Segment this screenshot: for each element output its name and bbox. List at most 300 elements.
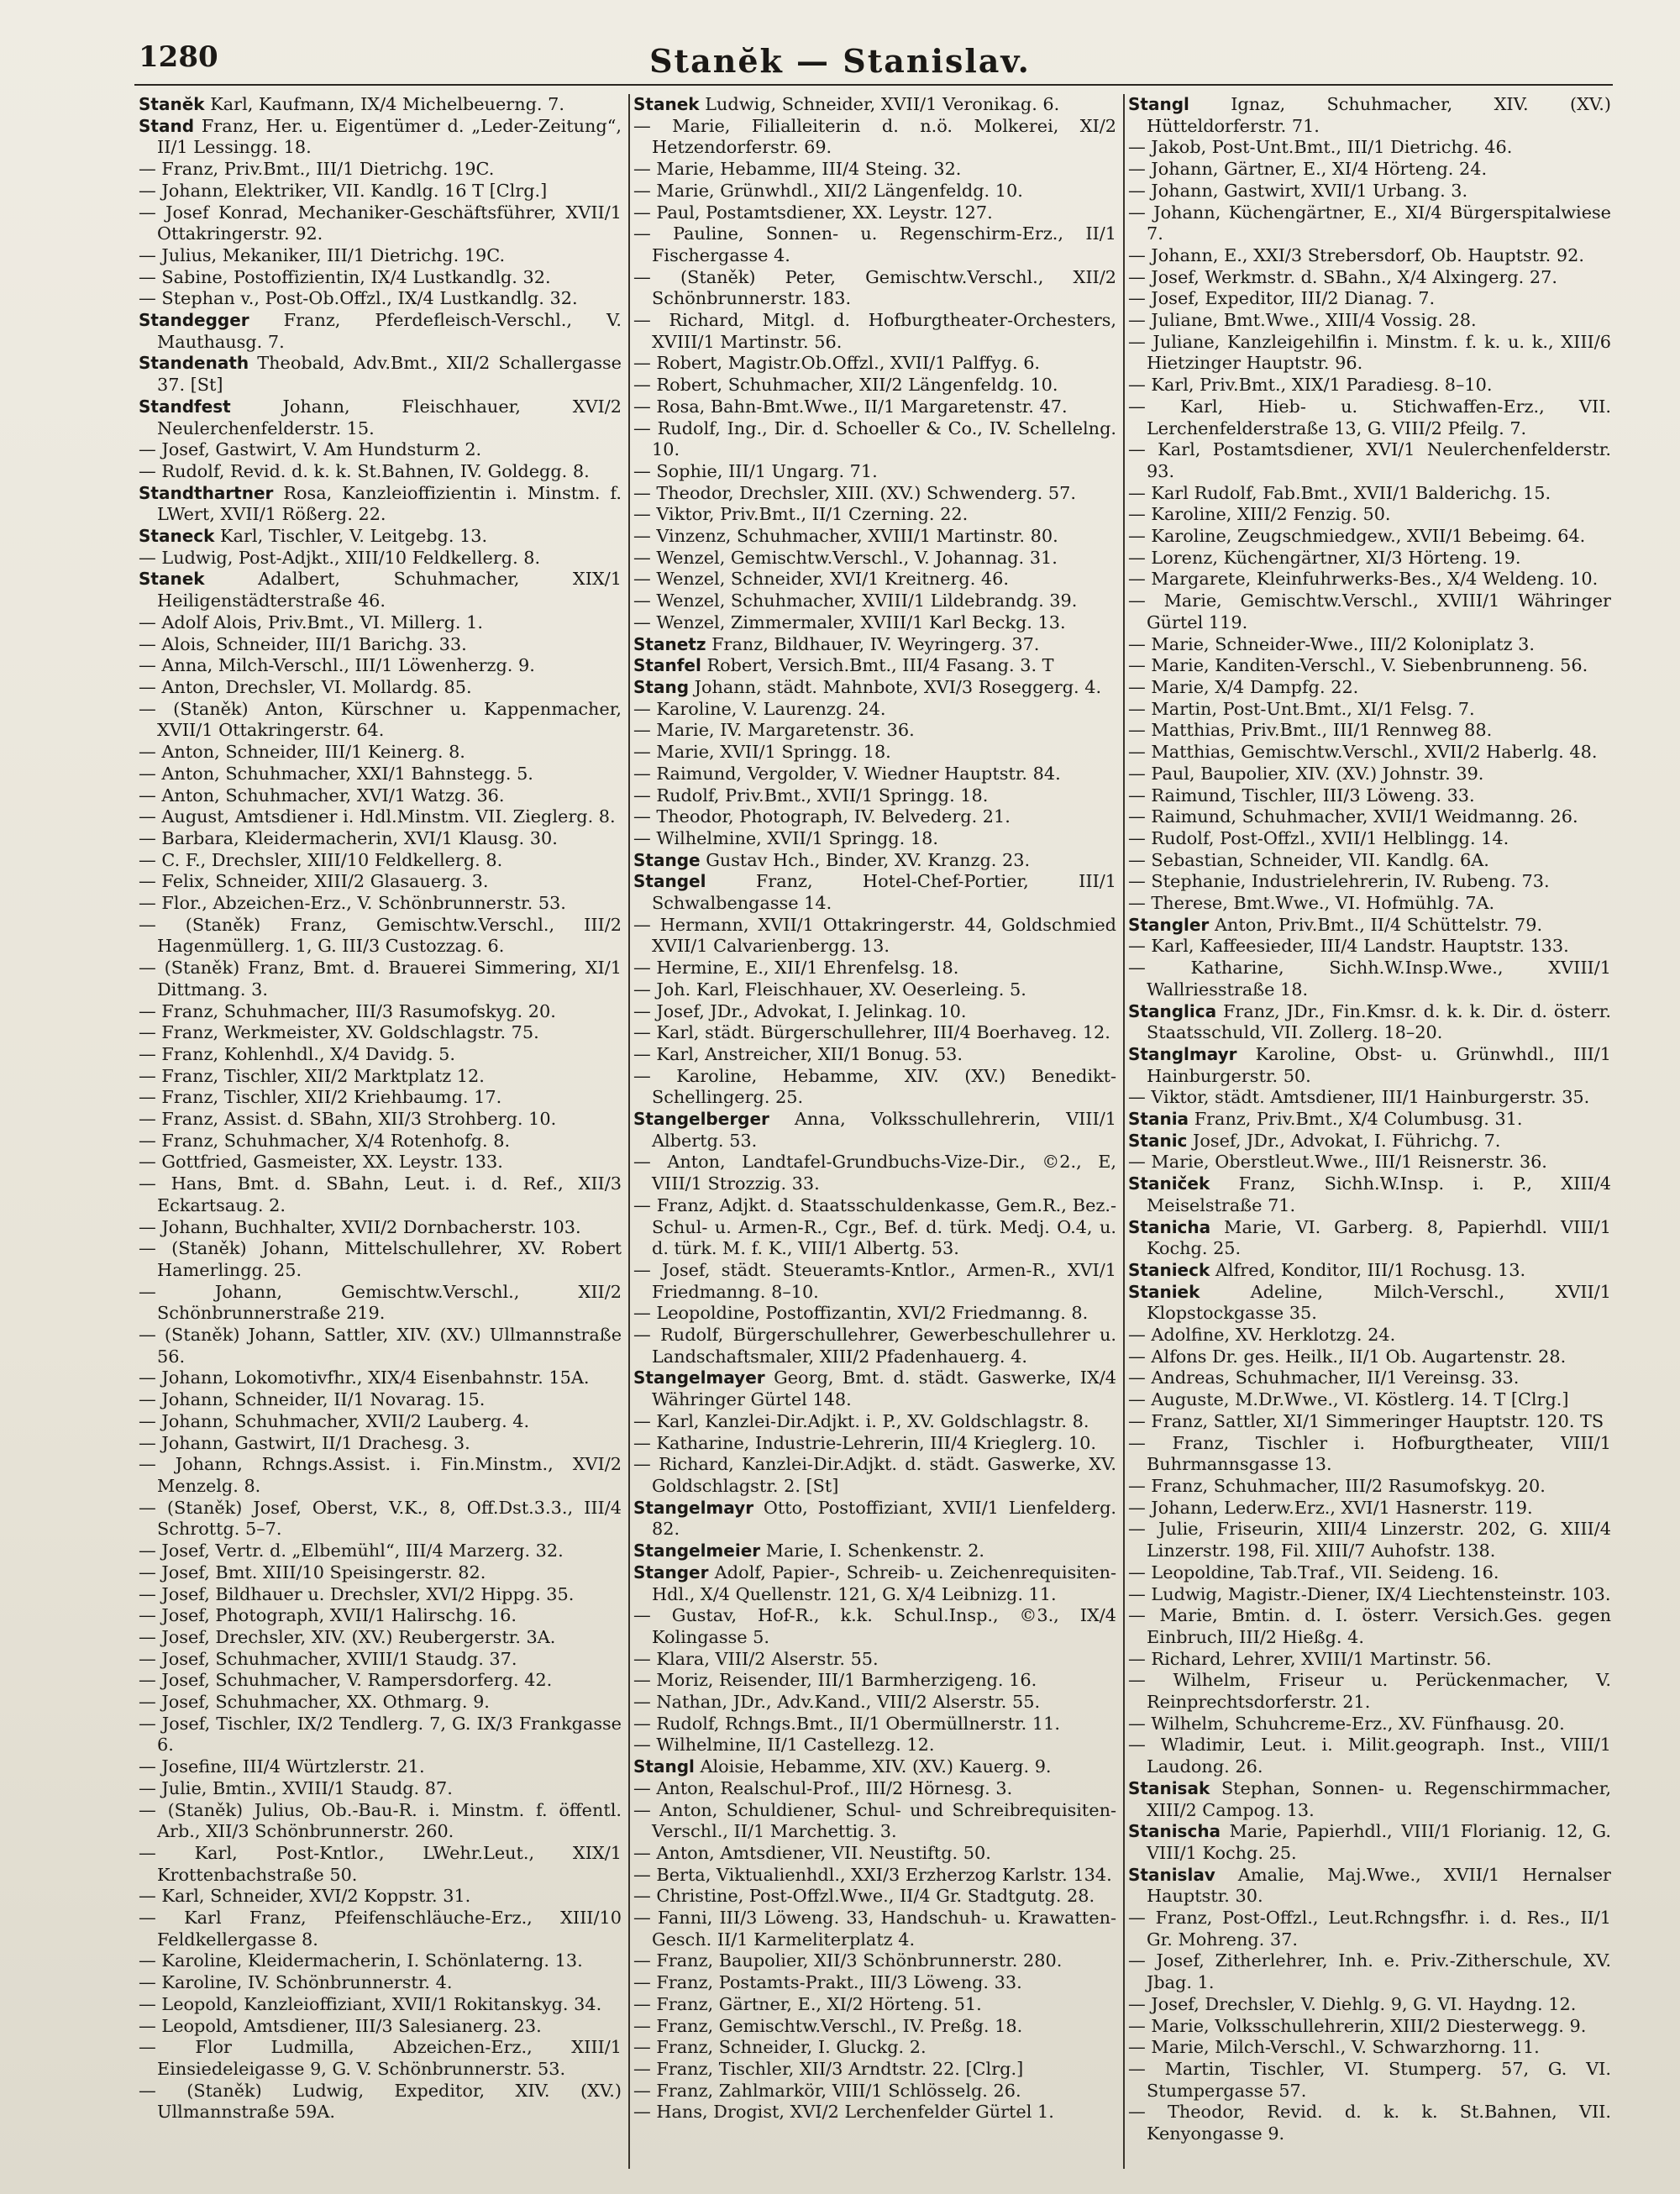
directory-entry xyxy=(139,1972,622,1994)
entry-text: — Leopold, Amtsdiener, III/3 Salesianerg. 23. xyxy=(139,2015,542,2036)
directory-entry xyxy=(1128,764,1611,785)
directory-entry xyxy=(633,850,1116,872)
entry-text: — Johann, E., XXI/3 Strebersdorf, Ob. Hauptstr. 92. xyxy=(1128,244,1584,265)
directory-entry xyxy=(139,310,622,353)
entry-text: Georg, Bmt. d. städt. Gaswerke, IX/4 Währinger Gürtel 148. xyxy=(652,1367,1116,1410)
directory-entry xyxy=(1128,720,1611,742)
directory-entry xyxy=(1128,2037,1611,2059)
directory-entry xyxy=(1128,526,1611,548)
directory-entry xyxy=(633,1498,1116,1541)
entry-text: — Franz, Tischler i. Hofburgtheater, VIII/1 Buhrmannsgasse 13. xyxy=(1128,1432,1611,1475)
entry-text: — Vinzenz, Schuhmacher, XVIII/1 Martinstr. 80. xyxy=(633,526,1058,547)
entry-text: — Gustav, Hof-R., k.k. Schul.Insp., ©3., IX/4 Kolingasse 5. xyxy=(633,1605,1116,1647)
directory-entry xyxy=(1128,159,1611,181)
entry-text: — Johann, Lederw.Erz., XVI/1 Hasnerstr. 119. xyxy=(1128,1497,1533,1518)
directory-entry xyxy=(633,785,1116,807)
directory-entry xyxy=(633,1001,1116,1023)
entry-text: — Adolfine, XV. Herklotzg. 24. xyxy=(1128,1325,1396,1346)
entry-text: Johann, städt. Mahnbote, XVI/3 Roseggerg. 4. xyxy=(694,676,1102,697)
entry-text: — Franz, Werkmeister, XV. Goldschlagstr. 75. xyxy=(139,1022,539,1043)
entry-text: — Franz, Schuhmacher, III/2 Rasumofskyg. 20. xyxy=(1128,1476,1546,1496)
directory-entry xyxy=(633,526,1116,548)
entry-surname: Stanĕk xyxy=(139,94,205,114)
entry-text: — Marie, IV. Margaretenstr. 36. xyxy=(633,720,915,741)
entry-surname: Stanglica xyxy=(1128,1000,1217,1021)
column-divider xyxy=(1123,94,1125,2169)
entry-text: — Karl, Post-Kntlor., LWehr.Leut., XIX/1 Krottenbachstraße 50. xyxy=(139,1842,622,1885)
entry-text: — Wladimir, Leut. i. Milit.geograph. Inst., VIII/1 Laudong. 26. xyxy=(1128,1735,1611,1777)
directory-entry xyxy=(1128,332,1611,375)
directory-column-3 xyxy=(1128,94,1611,2169)
entry-text: Karl, Tischler, V. Leitgebg. 13. xyxy=(220,526,488,547)
entry-text: — (Staněk) Anton, Kürschner u. Kappenmacher, XVII/1 Ottakringerstr. 64. xyxy=(139,698,622,741)
entry-text: Amalie, Maj.Wwe., XVII/1 Hernalser Hauptstr. 30. xyxy=(1147,1864,1611,1907)
directory-entry xyxy=(633,418,1116,461)
entry-text: — Johann, Buchhalter, XVII/2 Dornbacherstr. 103. xyxy=(139,1216,581,1237)
directory-entry xyxy=(1128,828,1611,850)
entry-text: — Josef, Photograph, XVII/1 Halirschg. 16. xyxy=(139,1605,517,1626)
entry-text: — Wenzel, Zimmermaler, XVIII/1 Karl Beckg. 13. xyxy=(633,611,1066,632)
entry-text: — Josef, Tischler, IX/2 Tendlerg. 7, G. IX/3 Frankgasse 6. xyxy=(139,1713,622,1756)
entry-surname: Stanfel xyxy=(633,655,701,676)
entry-text: — Josef, Zitherlehrer, Inh. e. Priv.-Zitherschule, XV. Jbag. 1. xyxy=(1128,1950,1611,1993)
directory-entry xyxy=(1128,1605,1611,1648)
directory-entry xyxy=(139,159,622,181)
directory-entry xyxy=(139,806,622,828)
directory-entry xyxy=(139,1950,622,1972)
entry-text: — Sebastian, Schneider, VII. Kandlg. 6A. xyxy=(1128,849,1489,870)
directory-entry xyxy=(139,2037,622,2080)
entry-surname: Stange xyxy=(633,849,701,870)
directory-entry xyxy=(139,461,622,483)
entry-text: — Josef, Schuhmacher, XX. Othmarg. 9. xyxy=(139,1692,490,1713)
entry-surname: Standfest xyxy=(139,396,231,417)
directory-entry xyxy=(633,1735,1116,1756)
entry-text: — Nathan, JDr., Adv.Kand., VIII/2 Alserstr. 55. xyxy=(633,1692,1041,1713)
entry-text: — Franz, Kohlenhdl., X/4 Davidg. 5. xyxy=(139,1043,456,1064)
entry-text: — Richard, Kanzlei-Dir.Adjkt. d. städt. Gaswerke, XV. Goldschlagstr. 2. [St] xyxy=(633,1454,1116,1496)
entry-surname: Stang xyxy=(633,676,690,697)
directory-entry xyxy=(139,1692,622,1714)
directory-entry xyxy=(139,677,622,699)
entry-text: — Josef, Vertr. d. „Elbemühl“, III/4 Marzerg. 32. xyxy=(139,1541,564,1562)
directory-entry xyxy=(1128,1778,1611,1821)
entry-text: Franz, Sichh.W.Insp. i. P., XIII/4 Meiselstraße 71. xyxy=(1147,1173,1611,1215)
directory-entry xyxy=(633,1433,1116,1455)
entry-text: — Franz, Gärtner, E., XI/2 Hörteng. 51. xyxy=(633,1993,982,2014)
directory-entry xyxy=(1128,1217,1611,1260)
directory-entry xyxy=(633,1152,1116,1194)
directory-entry xyxy=(139,1541,622,1562)
directory-entry xyxy=(1128,2059,1611,2102)
entry-text: — Klara, VIII/2 Alserstr. 55. xyxy=(633,1648,879,1669)
entry-text: — Wilhelm, Friseur u. Perückenmacher, V. Reinprechtsdorferstr. 21. xyxy=(1128,1670,1611,1713)
entry-surname: Stanic xyxy=(1128,1130,1188,1151)
entry-text: — Johann, Gastwirt, II/1 Drachesg. 3. xyxy=(139,1432,470,1453)
directory-entry xyxy=(1128,1389,1611,1411)
entry-surname: Standenath xyxy=(139,353,249,374)
directory-entry xyxy=(633,915,1116,958)
entry-text: — Karoline, Zeugschmiedgew., XVII/1 Bebeimg. 64. xyxy=(1128,526,1586,547)
entry-text: — Karoline, Hebamme, XIV. (XV.) Benedikt-Schellingerg. 25. xyxy=(633,1065,1116,1108)
directory-entry xyxy=(633,764,1116,785)
directory-entry xyxy=(139,94,622,116)
directory-entry xyxy=(1128,958,1611,1000)
entry-text: — Hermine, E., XII/1 Ehrenfelsg. 18. xyxy=(633,958,959,979)
entry-text: — Katharine, Industrie-Lehrerin, III/4 Krieglerg. 10. xyxy=(633,1432,1097,1453)
directory-entry xyxy=(633,1865,1116,1887)
directory-entry xyxy=(1128,375,1611,396)
directory-column-1 xyxy=(139,94,622,2169)
directory-entry xyxy=(1128,1087,1611,1109)
entry-text: — Josef, Bildhauer u. Drechsler, XVI/2 Hippg. 35. xyxy=(139,1583,575,1604)
directory-entry xyxy=(1128,1476,1611,1498)
entry-text: Adalbert, Schuhmacher, XIX/1 Heiligenstädterstraße 46. xyxy=(157,569,622,611)
directory-entry xyxy=(139,1843,622,1886)
entry-text: — Rudolf, Post-Offzl., XVII/1 Helblingg. 14. xyxy=(1128,827,1509,848)
directory-entry xyxy=(1128,893,1611,915)
entry-text: — Marie, Kanditen-Verschl., V. Siebenbrunneng. 56. xyxy=(1128,655,1588,676)
entry-surname: Stanek xyxy=(139,569,205,590)
entry-text: — Josef, Drechsler, XIV. (XV.) Reubergerstr. 3A. xyxy=(139,1626,556,1647)
directory-entry xyxy=(1128,1367,1611,1389)
directory-entry xyxy=(1128,634,1611,656)
directory-entry xyxy=(1128,1584,1611,1606)
entry-surname: Standthartner xyxy=(139,482,274,503)
entry-surname: Stanislav xyxy=(1128,1864,1215,1885)
directory-entry xyxy=(1128,1562,1611,1584)
entry-text: — Robert, Schuhmacher, XII/2 Längenfeldg. 10. xyxy=(633,375,1058,396)
directory-entry xyxy=(1128,1346,1611,1368)
entry-text: — Karoline, Kleidermacherin, I. Schönlaterng. 13. xyxy=(139,1950,583,1971)
directory-entry xyxy=(139,548,622,569)
entry-text: Marie, Papierhdl., VIII/1 Florianig. 12, G. VIII/1 Kochg. 25. xyxy=(1147,1821,1611,1863)
directory-entry xyxy=(1128,677,1611,699)
entry-text: — Juliane, Bmt.Wwe., XIII/4 Vossig. 28. xyxy=(1128,310,1477,331)
directory-entry xyxy=(139,1756,622,1778)
entry-surname: Stanicha xyxy=(1128,1216,1211,1237)
directory-entry xyxy=(1128,94,1611,137)
directory-entry xyxy=(1128,1821,1611,1864)
entry-text: — Josef, Expeditor, III/2 Dianag. 7. xyxy=(1128,288,1436,309)
entry-text: — (Staněk) Franz, Bmt. d. Brauerei Simmering, XI/1 Dittmang. 3. xyxy=(139,958,622,1000)
entry-text: — Franz, Postamts-Prakt., III/3 Löweng. 33. xyxy=(633,1972,1022,1993)
entry-text: — Josef, Werkmstr. d. SBahn., X/4 Alxingerg. 27. xyxy=(1128,266,1557,287)
directory-entry xyxy=(633,1994,1116,2016)
directory-entry xyxy=(633,396,1116,418)
directory-entry xyxy=(633,612,1116,634)
entry-text: — Katharine, Sichh.W.Insp.Wwe., XVIII/1 Wallriesstraße 18. xyxy=(1128,958,1611,1000)
entry-text: — Leopoldine, Postoffizantin, XVI/2 Friedmanng. 8. xyxy=(633,1303,1089,1324)
directory-entry xyxy=(633,375,1116,396)
directory-entry xyxy=(1128,915,1611,937)
directory-entry xyxy=(139,1389,622,1411)
directory-entry xyxy=(633,1411,1116,1433)
entry-text: — Berta, Viktualienhdl., XXI/3 Erzherzog Karlstr. 134. xyxy=(633,1864,1112,1885)
directory-entry xyxy=(139,181,622,202)
directory-entry xyxy=(1128,288,1611,310)
entry-text: — (Staněk) Josef, Oberst, V.K., 8, Off.Dst.3.3., III/4 Schrottg. 5–7. xyxy=(139,1497,622,1540)
directory-entry xyxy=(139,915,622,958)
entry-text: — (Staněk) Johann, Mittelschullehrer, XV. Robert Hamerlingg. 25. xyxy=(139,1238,622,1280)
directory-entry xyxy=(633,2059,1116,2081)
directory-entry xyxy=(139,526,622,548)
entry-text: — Johann, Gastwirt, XVII/1 Urbang. 3. xyxy=(1128,180,1468,201)
page-number: 1280 xyxy=(139,40,218,74)
directory-entry xyxy=(139,1325,622,1367)
entry-text: — Richard, Mitgl. d. Hofburgtheater-Orchesters, XVIII/1 Martinstr. 56. xyxy=(633,310,1116,352)
entry-text: — Rosa, Bahn-Bmt.Wwe., II/1 Margaretenstr. 47. xyxy=(633,396,1068,417)
directory-entry xyxy=(139,1562,622,1584)
directory-entry xyxy=(139,764,622,785)
directory-entry xyxy=(633,1843,1116,1865)
directory-entry xyxy=(139,1131,622,1152)
entry-text: — Wilhelmine, II/1 Castellezg. 12. xyxy=(633,1735,935,1756)
directory-entry xyxy=(139,1433,622,1455)
directory-entry xyxy=(1128,1950,1611,1993)
entry-text: — Raimund, Vergolder, V. Wiedner Hauptstr. 84. xyxy=(633,763,1061,784)
entry-text: — Karl, städt. Bürgerschullehrer, III/4 Boerhaveg. 12. xyxy=(633,1022,1110,1043)
directory-entry xyxy=(633,1605,1116,1648)
entry-text: — Johann, Schneider, II/1 Novarag. 15. xyxy=(139,1389,486,1410)
directory-entry xyxy=(139,1152,622,1173)
entry-text: — Karoline, XIII/2 Fenzig. 50. xyxy=(1128,504,1391,525)
directory-entry xyxy=(1128,267,1611,289)
directory-entry xyxy=(139,2081,622,2123)
entry-text: — Hans, Bmt. d. SBahn, Leut. i. d. Ref., XII/3 Eckartsaug. 2. xyxy=(139,1173,622,1215)
directory-entry xyxy=(633,267,1116,310)
directory-entry xyxy=(633,1756,1116,1778)
entry-text: Anton, Priv.Bmt., II/4 Schüttelstr. 79. xyxy=(1214,914,1543,935)
directory-entry xyxy=(633,1908,1116,1950)
directory-entry xyxy=(1128,504,1611,526)
directory-entry xyxy=(633,159,1116,181)
directory-entry xyxy=(1128,310,1611,332)
directory-entry xyxy=(1128,1908,1611,1950)
entry-text: — Andreas, Schuhmacher, II/1 Vereinsg. 33. xyxy=(1128,1367,1520,1388)
entry-text: — Joh. Karl, Fleischhauer, XV. Oeserleing. 5. xyxy=(633,979,1026,1000)
directory-entry xyxy=(1128,742,1611,764)
entry-text: — Viktor, Priv.Bmt., II/1 Czerning. 22. xyxy=(633,504,969,525)
directory-entry xyxy=(633,1260,1116,1303)
directory-entry xyxy=(139,1605,622,1627)
directory-entry xyxy=(1128,2102,1611,2144)
entry-text: Theobald, Adv.Bmt., XII/2 Schallergasse 37. [St] xyxy=(157,353,622,396)
directory-entry xyxy=(1128,1519,1611,1562)
directory-entry xyxy=(633,958,1116,979)
entry-text: — Josef, JDr., Advokat, I. Jelinkag. 10. xyxy=(633,1000,967,1021)
entry-text: — Josef, Drechsler, V. Diehlg. 9, G. VI. Haydng. 12. xyxy=(1128,1993,1577,2014)
entry-text: — Marie, XVII/1 Springg. 18. xyxy=(633,742,891,763)
directory-entry xyxy=(139,1454,622,1497)
entry-text: — Josef, Schuhmacher, XVIII/1 Staudg. 37. xyxy=(139,1648,517,1669)
entry-surname: Stangelmeier xyxy=(633,1541,761,1562)
entry-text: — Josef Konrad, Mechaniker-Geschäftsführer, XVII/1 Ottakringerstr. 92. xyxy=(139,202,622,244)
directory-entry xyxy=(633,2102,1116,2123)
entry-text: — Josef, städt. Steueramts-Kntlor., Armen-R., XVI/1 Friedmanng. 8–10. xyxy=(633,1259,1116,1302)
entry-text: — Julie, Bmtin., XVIII/1 Staudg. 87. xyxy=(139,1777,453,1798)
entry-text: Franz, Bildhauer, IV. Weyringerg. 37. xyxy=(711,633,1040,654)
directory-entry xyxy=(1128,936,1611,958)
entry-text: — (Staněk) Julius, Ob.-Bau-R. i. Minstm. f. öffentl. Arb., XII/3 Schönbrunnerstr. 260. xyxy=(139,1799,622,1842)
entry-text: — Julius, Mekaniker, III/1 Dietrichg. 19C. xyxy=(139,244,506,265)
entry-text: — Karl, Kanzlei-Dir.Adjkt. i. P., XV. Goldschlagstr. 8. xyxy=(633,1410,1089,1431)
entry-surname: Stangelberger xyxy=(633,1109,769,1130)
entry-text: Robert, Versich.Bmt., III/4 Fasang. 3. T xyxy=(706,655,1054,676)
entry-text: Ignaz, Schuhmacher, XIV. (XV.) Hütteldorferstr. 71. xyxy=(1147,94,1611,136)
entry-text: Karoline, Obst- u. Grünwhdl., III/1 Hainburgerstr. 50. xyxy=(1147,1043,1611,1086)
directory-entry xyxy=(139,116,622,159)
directory-entry xyxy=(633,806,1116,828)
directory-entry xyxy=(139,288,622,310)
directory-entry xyxy=(139,655,622,677)
entry-text: — Franz, Schneider, I. Gluckg. 2. xyxy=(633,2037,927,2058)
entry-text: — August, Amtsdiener i. Hdl.Minstm. VII. Zieglerg. 8. xyxy=(139,806,616,827)
entry-surname: Stangl xyxy=(1128,94,1189,114)
directory-entry xyxy=(633,979,1116,1001)
directory-entry xyxy=(139,742,622,764)
directory-entry xyxy=(633,1325,1116,1367)
directory-entry xyxy=(1128,1649,1611,1671)
entry-surname: Stanetz xyxy=(633,633,706,654)
entry-text: Adolf, Papier-, Schreib- u. Zeichenrequisiten-Hdl., X/4 Quellenstr. 121, G. X/4 Leibnizg. 11. xyxy=(652,1562,1116,1604)
entry-text: — (Staněk) Ludwig, Expeditor, XIV. (XV.) Ullmannstraße 59A. xyxy=(139,2080,622,2123)
entry-text: — Sabine, Postoffizientin, IX/4 Lustkandlg. 32. xyxy=(139,266,551,287)
entry-surname: Stangel xyxy=(633,871,706,892)
directory-entry xyxy=(139,958,622,1000)
directory-entry xyxy=(139,245,622,267)
entry-text: Karl, Kaufmann, IX/4 Michelbeuerng. 7. xyxy=(210,94,564,114)
entry-surname: Staniček xyxy=(1128,1173,1210,1194)
entry-text: — Rudolf, Bürgerschullehrer, Gewerbeschullehrer u. Landschaftsmaler, XIII/2 Pfadenhauerg. 4. xyxy=(633,1325,1116,1367)
directory-entry xyxy=(1128,1994,1611,2016)
entry-text: — Wilhelm, Schuhcreme-Erz., XV. Fünfhausg. 20. xyxy=(1128,1713,1565,1734)
entry-text: — Martin, Tischler, VI. Stumperg. 57, G. VI. Stumpergasse 57. xyxy=(1128,2058,1611,2101)
entry-text: — Josef, Bmt. XIII/10 Speisingerstr. 82. xyxy=(139,1562,486,1583)
directory-entry xyxy=(633,1778,1116,1800)
entry-text: — Karl Rudolf, Fab.Bmt., XVII/1 Balderichg. 15. xyxy=(1128,482,1551,503)
entry-text: — Alfons Dr. ges. Heilk., II/1 Ob. Augartenstr. 28. xyxy=(1128,1346,1567,1367)
directory-entry xyxy=(1128,1865,1611,1908)
entry-text: — Johann, Gemischtw.Verschl., XII/2 Schönbrunnerstraße 219. xyxy=(139,1281,622,1324)
entry-text: — Wilhelmine, XVII/1 Springg. 18. xyxy=(633,827,938,848)
header-rule xyxy=(134,84,1613,86)
entry-text: — Anton, Schuhmacher, XXI/1 Bahnstegg. 5. xyxy=(139,763,533,784)
directory-entry xyxy=(1128,396,1611,439)
entry-text: — Josefine, III/4 Würtzlerstr. 21. xyxy=(139,1756,425,1777)
directory-entry xyxy=(139,1584,622,1606)
directory-entry xyxy=(633,1692,1116,1714)
directory-entry xyxy=(1128,1735,1611,1777)
directory-entry xyxy=(1128,1498,1611,1520)
entry-text: Franz, Her. u. Eigentümer d. „Leder-Zeitung“, II/1 Lessingg. 18. xyxy=(157,115,622,158)
entry-text: Johann, Fleischhauer, XVI/2 Neulerchenfelderstr. 15. xyxy=(157,396,622,438)
directory-entry xyxy=(633,1972,1116,1994)
entry-text: — Flor., Abzeichen-Erz., V. Schönbrunnerstr. 53. xyxy=(139,893,566,914)
entry-text: — Margarete, Kleinfuhrwerks-Bes., X/4 Weldeng. 10. xyxy=(1128,569,1599,590)
directory-entry xyxy=(139,828,622,850)
directory-entry xyxy=(139,1109,622,1131)
entry-text: — Johann, Gärtner, E., XI/4 Hörteng. 24. xyxy=(1128,159,1488,180)
directory-entry xyxy=(633,504,1116,526)
entry-text: — Stephanie, Industrielehrerin, IV. Rubeng. 73. xyxy=(1128,871,1550,892)
entry-text: — Anton, Amtsdiener, VII. Neustiftg. 50. xyxy=(633,1842,991,1863)
entry-text: — Barbara, Kleidermacherin, XVI/1 Klausg. 30. xyxy=(139,827,558,848)
entry-text: Franz, Hotel-Chef-Portier, III/1 Schwalbengasse 14. xyxy=(652,871,1116,914)
directory-entry xyxy=(633,590,1116,612)
entry-text: — Karl, Schneider, XVI/2 Koppstr. 31. xyxy=(139,1886,471,1907)
directory-entry xyxy=(1128,785,1611,807)
entry-surname: Staneck xyxy=(139,526,215,547)
entry-text: — Moriz, Reisender, III/1 Barmherzigeng. 16. xyxy=(633,1670,1037,1691)
entry-text: Anna, Volksschullehrerin, VIII/1 Albertg. 53. xyxy=(652,1109,1116,1151)
directory-entry xyxy=(1128,1260,1611,1282)
directory-entry xyxy=(633,202,1116,224)
directory-entry xyxy=(139,1908,622,1950)
entry-text: Ludwig, Schneider, XVII/1 Veronikag. 6. xyxy=(705,94,1060,114)
entry-text: — Franz, Gemischtw.Verschl., IV. Preßg. 18. xyxy=(633,2015,1023,2036)
entry-text: Gustav Hch., Binder, XV. Kranzg. 23. xyxy=(706,849,1031,870)
entry-text: — Franz, Assist. d. SBahn, XII/3 Strohberg. 10. xyxy=(139,1109,557,1130)
directory-entry xyxy=(139,1022,622,1044)
entry-text: — Marie, Oberstleut.Wwe., III/1 Reisnerstr. 36. xyxy=(1128,1152,1547,1173)
entry-text: — Josef, Gastwirt, V. Am Hundsturm 2. xyxy=(139,439,482,460)
entry-text: — Wenzel, Schneider, XVI/1 Kreitnerg. 46. xyxy=(633,569,1010,590)
directory-entry xyxy=(139,1649,622,1671)
directory-entry xyxy=(139,893,622,915)
directory-entry xyxy=(139,1066,622,1088)
directory-entry xyxy=(1128,483,1611,505)
directory-entry xyxy=(1128,202,1611,245)
entry-surname: Stangl xyxy=(633,1756,695,1777)
directory-entry xyxy=(633,2016,1116,2038)
entry-surname: Stania xyxy=(1128,1109,1189,1130)
entry-text: — Raimund, Schuhmacher, XVII/1 Weidmanng. 26. xyxy=(1128,806,1578,827)
entry-text: Stephan, Sonnen- u. Regenschirmmacher, XIII/2 Campog. 13. xyxy=(1147,1777,1611,1820)
entry-text: Otto, Postoffiziant, XVII/1 Lienfelderg. 82. xyxy=(652,1497,1116,1540)
directory-entry xyxy=(139,699,622,742)
entry-text: — Sophie, III/1 Ungarg. 71. xyxy=(633,460,878,481)
directory-entry xyxy=(139,1800,622,1843)
entry-text: — Karoline, IV. Schönbrunnerstr. 4. xyxy=(139,1972,453,1993)
entry-text: — Franz, Tischler, XII/2 Marktplatz 12. xyxy=(139,1065,485,1086)
entry-text: — Johann, Elektriker, VII. Kandlg. 16 T [Clrg.] xyxy=(139,180,548,201)
directory-entry xyxy=(633,634,1116,656)
directory-column-2 xyxy=(633,94,1116,2169)
entry-text: — Paul, Baupolier, XIV. (XV.) Johnstr. 39. xyxy=(1128,763,1484,784)
entry-text: — Wenzel, Gemischtw.Verschl., V. Johannag. 31. xyxy=(633,547,1058,568)
entry-text: — Anton, Schuhmacher, XVI/1 Watzg. 36. xyxy=(139,785,505,806)
directory-entry xyxy=(139,1411,622,1433)
directory-entry xyxy=(139,483,622,526)
directory-entry xyxy=(1128,137,1611,159)
directory-entry xyxy=(1128,1044,1611,1087)
directory-entry xyxy=(633,871,1116,914)
directory-entry xyxy=(633,2081,1116,2102)
entry-text: — Karl, Kaffeesieder, III/4 Landstr. Hauptstr. 133. xyxy=(1128,936,1569,957)
directory-entry xyxy=(139,1238,622,1281)
directory-entry xyxy=(1128,850,1611,872)
entry-text: — Auguste, M.Dr.Wwe., VI. Köstlerg. 14. T [Clrg.] xyxy=(1128,1389,1569,1410)
entry-text: — Marie, Schneider-Wwe., III/2 Koloniplatz 3. xyxy=(1128,633,1535,654)
entry-text: — Raimund, Tischler, III/3 Löweng. 33. xyxy=(1128,785,1475,806)
directory-entry xyxy=(633,1670,1116,1692)
entry-text: — Theodor, Drechsler, XIII. (XV.) Schwenderg. 57. xyxy=(633,482,1076,503)
entry-text: — C. F., Drechsler, XIII/10 Feldkellerg. 8. xyxy=(139,849,503,870)
entry-surname: Stangler xyxy=(1128,914,1210,935)
directory-entry xyxy=(1128,1714,1611,1735)
directory-entry xyxy=(633,2037,1116,2059)
